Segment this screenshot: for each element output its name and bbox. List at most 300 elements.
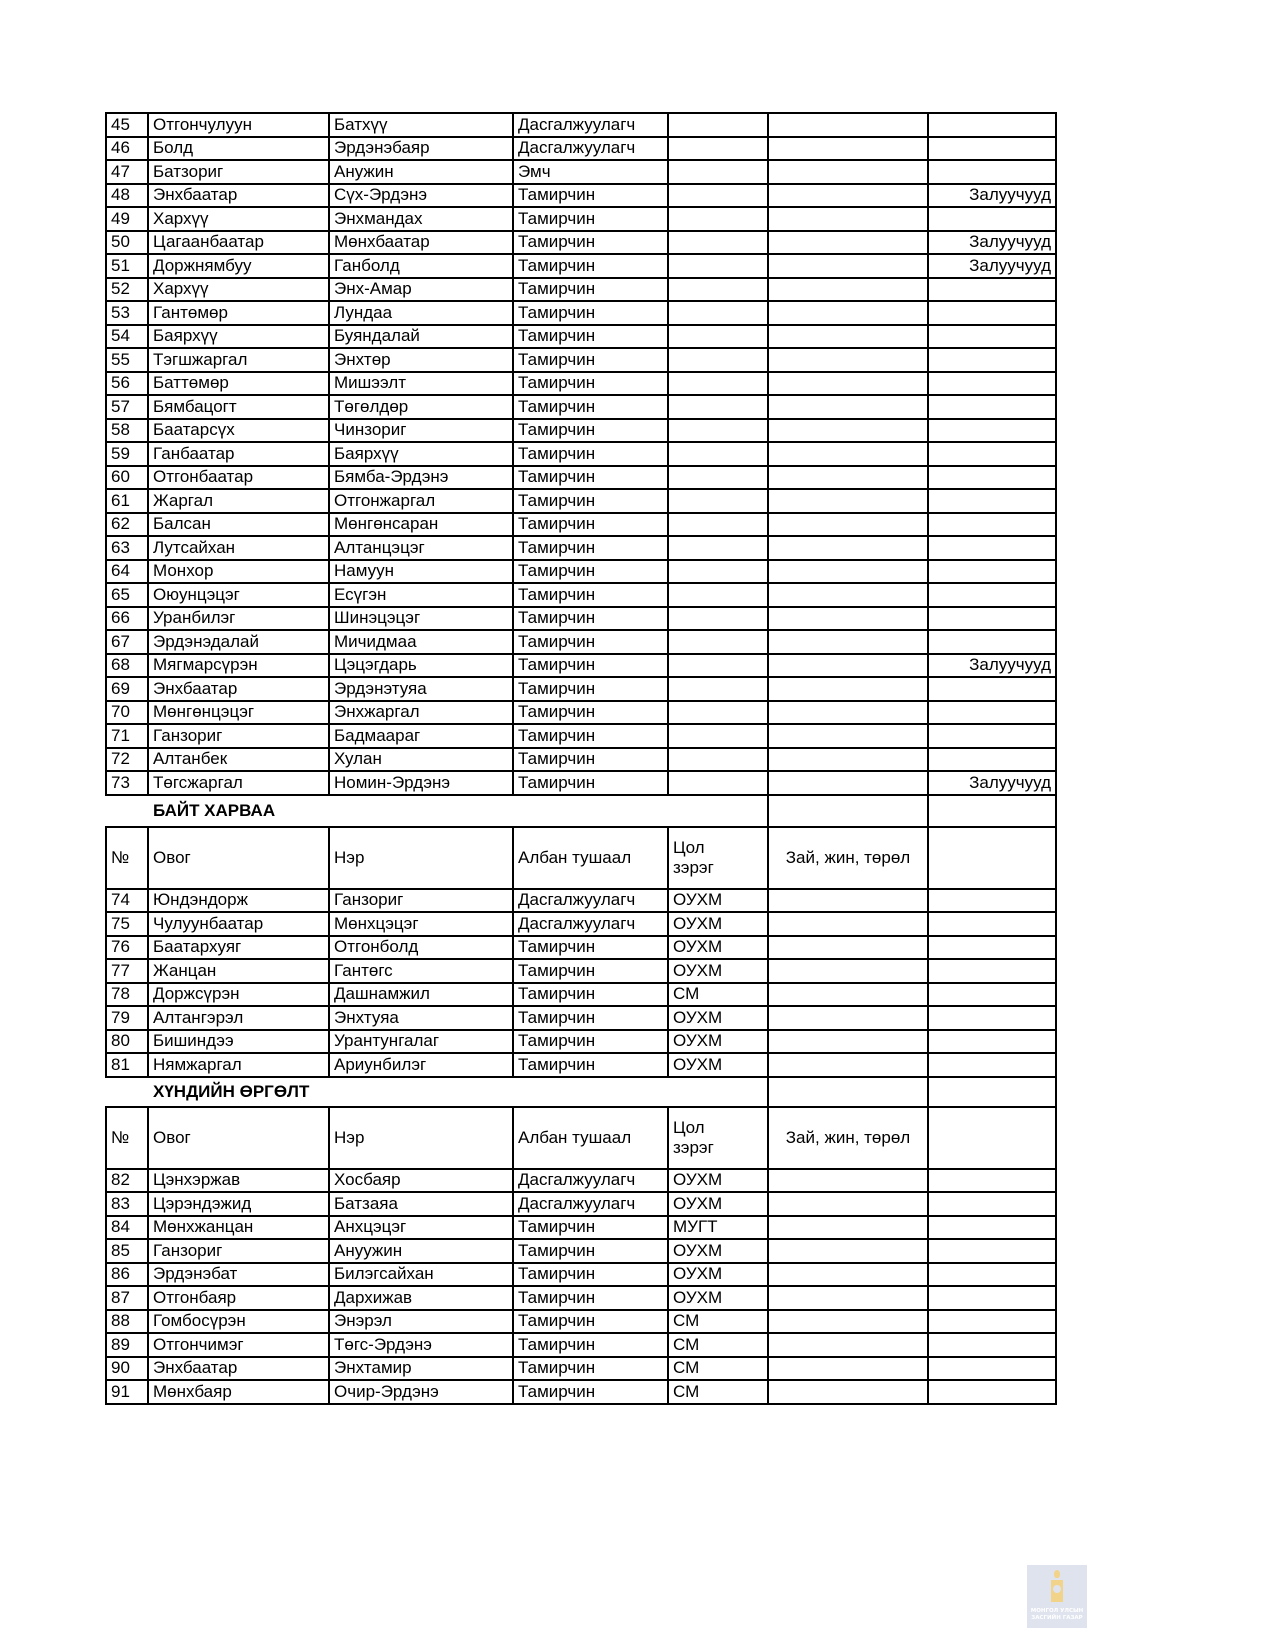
cell-position: Тамирчин	[513, 1310, 668, 1334]
table-row	[106, 231, 1056, 255]
section2-header	[106, 795, 1056, 889]
cell-surname: Балсан	[148, 513, 329, 537]
cell-no: 48	[106, 184, 148, 208]
table-row	[106, 301, 1056, 325]
cell-surname: Цэнхэржав	[148, 1169, 329, 1193]
cell-position: Тамирчин	[513, 348, 668, 372]
header-rank	[668, 1107, 768, 1169]
cell-surname: Ганзориг	[148, 1239, 329, 1263]
table-row	[106, 489, 1056, 513]
cell-note	[928, 160, 1056, 184]
cell-rank	[668, 348, 768, 372]
header-rank-line2: зэрэг	[673, 857, 714, 877]
cell-rank	[668, 513, 768, 537]
cell-category	[768, 936, 928, 960]
cell-rank	[668, 325, 768, 349]
table-row	[106, 677, 1056, 701]
cell-surname: Жаргал	[148, 489, 329, 513]
cell-name: Мишээлт	[329, 372, 513, 396]
cell-note	[928, 889, 1056, 913]
table-row	[106, 442, 1056, 466]
cell-name: Мичидмаа	[329, 630, 513, 654]
table-row	[106, 395, 1056, 419]
cell-name: Ануужин	[329, 1239, 513, 1263]
cell-note	[928, 1239, 1056, 1263]
cell-no: 45	[106, 113, 148, 137]
table-row	[106, 983, 1056, 1007]
cell-rank	[668, 489, 768, 513]
header-rank	[668, 827, 768, 889]
table-row	[106, 1333, 1056, 1357]
table-row	[106, 372, 1056, 396]
cell-rank	[668, 536, 768, 560]
table-row	[106, 348, 1056, 372]
empty-cell	[768, 1077, 928, 1107]
cell-position: Тамирчин	[513, 1216, 668, 1240]
cell-category	[768, 325, 928, 349]
table-row	[106, 936, 1056, 960]
section-title: БАЙТ ХАРВАА	[106, 795, 768, 827]
header-name: Нэр	[329, 1107, 513, 1169]
cell-name: Энхтамир	[329, 1357, 513, 1381]
cell-note: Залуучууд	[928, 254, 1056, 278]
header-category: Зай, жин, төрөл	[768, 1107, 928, 1169]
cell-no: 73	[106, 771, 148, 795]
cell-position: Тамирчин	[513, 254, 668, 278]
cell-rank: ОУХМ	[668, 936, 768, 960]
cell-surname: Ганбаатар	[148, 442, 329, 466]
cell-category	[768, 1006, 928, 1030]
cell-rank: ОУХМ	[668, 1239, 768, 1263]
cell-note: Залуучууд	[928, 184, 1056, 208]
cell-surname: Юндэндорж	[148, 889, 329, 913]
cell-note	[928, 701, 1056, 725]
cell-rank	[668, 560, 768, 584]
cell-rank	[668, 301, 768, 325]
header-rank-line1: Цол	[673, 837, 705, 857]
cell-position: Тамирчин	[513, 1380, 668, 1404]
cell-name: Энхжаргал	[329, 701, 513, 725]
cell-position: Тамирчин	[513, 630, 668, 654]
table-row	[106, 1286, 1056, 1310]
cell-no: 89	[106, 1333, 148, 1357]
cell-no: 69	[106, 677, 148, 701]
cell-surname: Чулуунбаатар	[148, 912, 329, 936]
cell-position: Тамирчин	[513, 395, 668, 419]
cell-no: 90	[106, 1357, 148, 1381]
cell-position: Дасгалжуулагч	[513, 889, 668, 913]
table-row	[106, 583, 1056, 607]
cell-name: Буяндалай	[329, 325, 513, 349]
cell-category	[768, 1216, 928, 1240]
section1-rows	[106, 113, 1056, 795]
cell-surname: Отгончулуун	[148, 113, 329, 137]
cell-category	[768, 654, 928, 678]
cell-position: Тамирчин	[513, 1263, 668, 1287]
cell-rank: ОУХМ	[668, 959, 768, 983]
table-row	[106, 1239, 1056, 1263]
cell-position: Тамирчин	[513, 1006, 668, 1030]
cell-no: 58	[106, 419, 148, 443]
cell-note	[928, 983, 1056, 1007]
table-row	[106, 325, 1056, 349]
cell-name: Анужин	[329, 160, 513, 184]
empty-cell	[928, 1077, 1056, 1107]
cell-note	[928, 607, 1056, 631]
cell-category	[768, 442, 928, 466]
cell-rank	[668, 466, 768, 490]
cell-position: Тамирчин	[513, 466, 668, 490]
section3-header	[106, 1077, 1056, 1169]
cell-rank	[668, 677, 768, 701]
cell-surname: Алтанбек	[148, 748, 329, 772]
cell-rank: СМ	[668, 1333, 768, 1357]
cell-note	[928, 677, 1056, 701]
cell-surname: Доржсүрэн	[148, 983, 329, 1007]
cell-category	[768, 1380, 928, 1404]
cell-no: 62	[106, 513, 148, 537]
cell-no: 60	[106, 466, 148, 490]
cell-category	[768, 724, 928, 748]
cell-rank: ОУХМ	[668, 1053, 768, 1077]
cell-surname: Отгончимэг	[148, 1333, 329, 1357]
cell-surname: Мөнгөнцэцэг	[148, 701, 329, 725]
cell-rank	[668, 137, 768, 161]
cell-note	[928, 724, 1056, 748]
cell-category	[768, 771, 928, 795]
cell-name: Ганболд	[329, 254, 513, 278]
cell-surname: Бишиндээ	[148, 1030, 329, 1054]
cell-rank: ОУХМ	[668, 1286, 768, 1310]
cell-name: Хулан	[329, 748, 513, 772]
cell-name: Мөнхбаатар	[329, 231, 513, 255]
cell-note	[928, 113, 1056, 137]
cell-name: Бямба-Эрдэнэ	[329, 466, 513, 490]
cell-surname: Уранбилэг	[148, 607, 329, 631]
cell-surname: Жанцан	[148, 959, 329, 983]
cell-no: 55	[106, 348, 148, 372]
cell-rank	[668, 372, 768, 396]
cell-surname: Нямжаргал	[148, 1053, 329, 1077]
cell-position: Тамирчин	[513, 1239, 668, 1263]
cell-category	[768, 395, 928, 419]
table-row	[106, 184, 1056, 208]
cell-no: 75	[106, 912, 148, 936]
cell-surname: Хархүү	[148, 207, 329, 231]
cell-name: Чинзориг	[329, 419, 513, 443]
cell-name: Очир-Эрдэнэ	[329, 1380, 513, 1404]
cell-note	[928, 1006, 1056, 1030]
cell-surname: Отгонбаатар	[148, 466, 329, 490]
cell-rank	[668, 207, 768, 231]
table-row	[106, 912, 1056, 936]
cell-note	[928, 1192, 1056, 1216]
cell-note	[928, 419, 1056, 443]
cell-position: Тамирчин	[513, 536, 668, 560]
table-row	[106, 137, 1056, 161]
cell-position: Тамирчин	[513, 607, 668, 631]
cell-rank: СМ	[668, 1310, 768, 1334]
cell-surname: Мөнхжанцан	[148, 1216, 329, 1240]
cell-name: Эрдэнэбаяр	[329, 137, 513, 161]
cell-category	[768, 466, 928, 490]
cell-no: 50	[106, 231, 148, 255]
cell-position: Дасгалжуулагч	[513, 113, 668, 137]
table-row	[106, 630, 1056, 654]
cell-no: 77	[106, 959, 148, 983]
table-row	[106, 654, 1056, 678]
table-row	[106, 160, 1056, 184]
cell-category	[768, 489, 928, 513]
header-name: Нэр	[329, 827, 513, 889]
cell-no: 78	[106, 983, 148, 1007]
cell-name: Есүгэн	[329, 583, 513, 607]
cell-no: 85	[106, 1239, 148, 1263]
cell-category	[768, 701, 928, 725]
cell-note	[928, 325, 1056, 349]
cell-note	[928, 1030, 1056, 1054]
cell-no: 87	[106, 1286, 148, 1310]
cell-category	[768, 254, 928, 278]
cell-position: Тамирчин	[513, 1053, 668, 1077]
cell-note	[928, 1263, 1056, 1287]
cell-category	[768, 677, 928, 701]
cell-note	[928, 536, 1056, 560]
cell-rank: ОУХМ	[668, 1006, 768, 1030]
cell-category	[768, 231, 928, 255]
cell-category	[768, 1357, 928, 1381]
cell-no: 53	[106, 301, 148, 325]
cell-category	[768, 513, 928, 537]
roster-table	[105, 112, 1057, 1405]
cell-no: 61	[106, 489, 148, 513]
cell-rank	[668, 442, 768, 466]
cell-rank	[668, 724, 768, 748]
cell-note	[928, 1286, 1056, 1310]
cell-category	[768, 1263, 928, 1287]
cell-rank: ОУХМ	[668, 1263, 768, 1287]
cell-no: 91	[106, 1380, 148, 1404]
cell-surname: Энхбаатар	[148, 677, 329, 701]
cell-note	[928, 466, 1056, 490]
cell-name: Гантөгс	[329, 959, 513, 983]
table-row	[106, 466, 1056, 490]
government-logo	[1027, 1565, 1087, 1628]
cell-note	[928, 1169, 1056, 1193]
cell-no: 67	[106, 630, 148, 654]
cell-rank: МУГТ	[668, 1216, 768, 1240]
cell-name: Баярхүү	[329, 442, 513, 466]
table-row	[106, 1216, 1056, 1240]
cell-no: 79	[106, 1006, 148, 1030]
cell-position: Тамирчин	[513, 278, 668, 302]
column-header-row	[106, 1107, 1056, 1169]
cell-category	[768, 607, 928, 631]
column-header-row	[106, 827, 1056, 889]
cell-category	[768, 207, 928, 231]
cell-category	[768, 1239, 928, 1263]
cell-position: Тамирчин	[513, 959, 668, 983]
cell-note	[928, 1380, 1056, 1404]
cell-note	[928, 936, 1056, 960]
cell-rank	[668, 771, 768, 795]
cell-no: 88	[106, 1310, 148, 1334]
cell-rank	[668, 583, 768, 607]
cell-surname: Хархүү	[148, 278, 329, 302]
cell-surname: Оюунцэцэг	[148, 583, 329, 607]
table-row	[106, 1030, 1056, 1054]
cell-rank	[668, 419, 768, 443]
cell-rank: ОУХМ	[668, 912, 768, 936]
cell-note	[928, 278, 1056, 302]
cell-rank: ОУХМ	[668, 889, 768, 913]
cell-rank	[668, 654, 768, 678]
cell-name: Энх-Амар	[329, 278, 513, 302]
cell-surname: Доржнямбуу	[148, 254, 329, 278]
table-row	[106, 560, 1056, 584]
table-row	[106, 113, 1056, 137]
cell-category	[768, 113, 928, 137]
cell-surname: Цэрэндэжид	[148, 1192, 329, 1216]
table-row	[106, 1357, 1056, 1381]
cell-no: 65	[106, 583, 148, 607]
cell-rank	[668, 160, 768, 184]
table-row	[106, 1263, 1056, 1287]
cell-no: 63	[106, 536, 148, 560]
cell-category	[768, 1310, 928, 1334]
cell-position: Тамирчин	[513, 442, 668, 466]
cell-position: Тамирчин	[513, 207, 668, 231]
cell-category	[768, 983, 928, 1007]
cell-no: 83	[106, 1192, 148, 1216]
section3-rows	[106, 1169, 1056, 1404]
cell-rank	[668, 630, 768, 654]
table-row	[106, 207, 1056, 231]
cell-position: Тамирчин	[513, 1357, 668, 1381]
cell-rank	[668, 278, 768, 302]
cell-position: Дасгалжуулагч	[513, 1192, 668, 1216]
table-row	[106, 724, 1056, 748]
header-surname: Овог	[148, 1107, 329, 1169]
cell-position: Тамирчин	[513, 1286, 668, 1310]
cell-no: 76	[106, 936, 148, 960]
header-no: №	[106, 1107, 148, 1169]
cell-position: Тамирчин	[513, 583, 668, 607]
cell-category	[768, 278, 928, 302]
cell-surname: Болд	[148, 137, 329, 161]
cell-no: 57	[106, 395, 148, 419]
cell-position: Тамирчин	[513, 301, 668, 325]
cell-surname: Эрдэнэдалай	[148, 630, 329, 654]
cell-position: Тамирчин	[513, 419, 668, 443]
cell-category	[768, 301, 928, 325]
cell-note: Залуучууд	[928, 654, 1056, 678]
header-no: №	[106, 827, 148, 889]
cell-name: Урантунгалаг	[329, 1030, 513, 1054]
table-row	[106, 701, 1056, 725]
cell-category	[768, 1192, 928, 1216]
cell-no: 47	[106, 160, 148, 184]
cell-name: Ганзориг	[329, 889, 513, 913]
cell-position: Тамирчин	[513, 1333, 668, 1357]
table-row	[106, 1169, 1056, 1193]
section-title: ХҮНДИЙН ӨРГӨЛТ	[106, 1077, 768, 1107]
cell-rank: ОУХМ	[668, 1030, 768, 1054]
cell-note	[928, 513, 1056, 537]
cell-no: 59	[106, 442, 148, 466]
cell-name: Цэцэгдарь	[329, 654, 513, 678]
cell-position: Тамирчин	[513, 936, 668, 960]
cell-category	[768, 184, 928, 208]
cell-position: Дасгалжуулагч	[513, 912, 668, 936]
cell-surname: Мөнхбаяр	[148, 1380, 329, 1404]
cell-category	[768, 419, 928, 443]
cell-rank	[668, 113, 768, 137]
table-row	[106, 1006, 1056, 1030]
cell-note	[928, 395, 1056, 419]
cell-position: Тамирчин	[513, 677, 668, 701]
cell-note	[928, 1357, 1056, 1381]
cell-note	[928, 630, 1056, 654]
cell-category	[768, 160, 928, 184]
cell-rank	[668, 184, 768, 208]
cell-no: 71	[106, 724, 148, 748]
cell-category	[768, 536, 928, 560]
table-row	[106, 1053, 1056, 1077]
cell-note	[928, 748, 1056, 772]
header-category: Зай, жин, төрөл	[768, 827, 928, 889]
cell-surname: Баттөмөр	[148, 372, 329, 396]
cell-no: 56	[106, 372, 148, 396]
empty-cell	[928, 795, 1056, 827]
cell-category	[768, 560, 928, 584]
header-rank-line1: Цол	[673, 1117, 705, 1137]
cell-name: Энхтуяа	[329, 1006, 513, 1030]
cell-surname: Энхбаатар	[148, 1357, 329, 1381]
cell-category	[768, 1286, 928, 1310]
cell-category	[768, 959, 928, 983]
header-note	[928, 827, 1056, 889]
cell-no: 52	[106, 278, 148, 302]
cell-note	[928, 1333, 1056, 1357]
cell-note	[928, 442, 1056, 466]
cell-name: Бадмаараг	[329, 724, 513, 748]
cell-surname: Мягмарсүрэн	[148, 654, 329, 678]
cell-category	[768, 889, 928, 913]
table-row	[106, 748, 1056, 772]
cell-no: 49	[106, 207, 148, 231]
header-note	[928, 1107, 1056, 1169]
cell-no: 46	[106, 137, 148, 161]
cell-category	[768, 748, 928, 772]
cell-name: Анхцэцэг	[329, 1216, 513, 1240]
cell-no: 51	[106, 254, 148, 278]
cell-rank: ОУХМ	[668, 1169, 768, 1193]
document-page	[105, 112, 1055, 1405]
section-title-row	[106, 795, 1056, 827]
table-row	[106, 771, 1056, 795]
empty-cell	[768, 795, 928, 827]
cell-rank: СМ	[668, 1380, 768, 1404]
cell-category	[768, 912, 928, 936]
cell-rank	[668, 748, 768, 772]
cell-position: Тамирчин	[513, 231, 668, 255]
cell-position: Тамирчин	[513, 1030, 668, 1054]
cell-surname: Лутсайхан	[148, 536, 329, 560]
cell-name: Мөнгөнсаран	[329, 513, 513, 537]
cell-name: Эрдэнэтуяа	[329, 677, 513, 701]
cell-note	[928, 348, 1056, 372]
